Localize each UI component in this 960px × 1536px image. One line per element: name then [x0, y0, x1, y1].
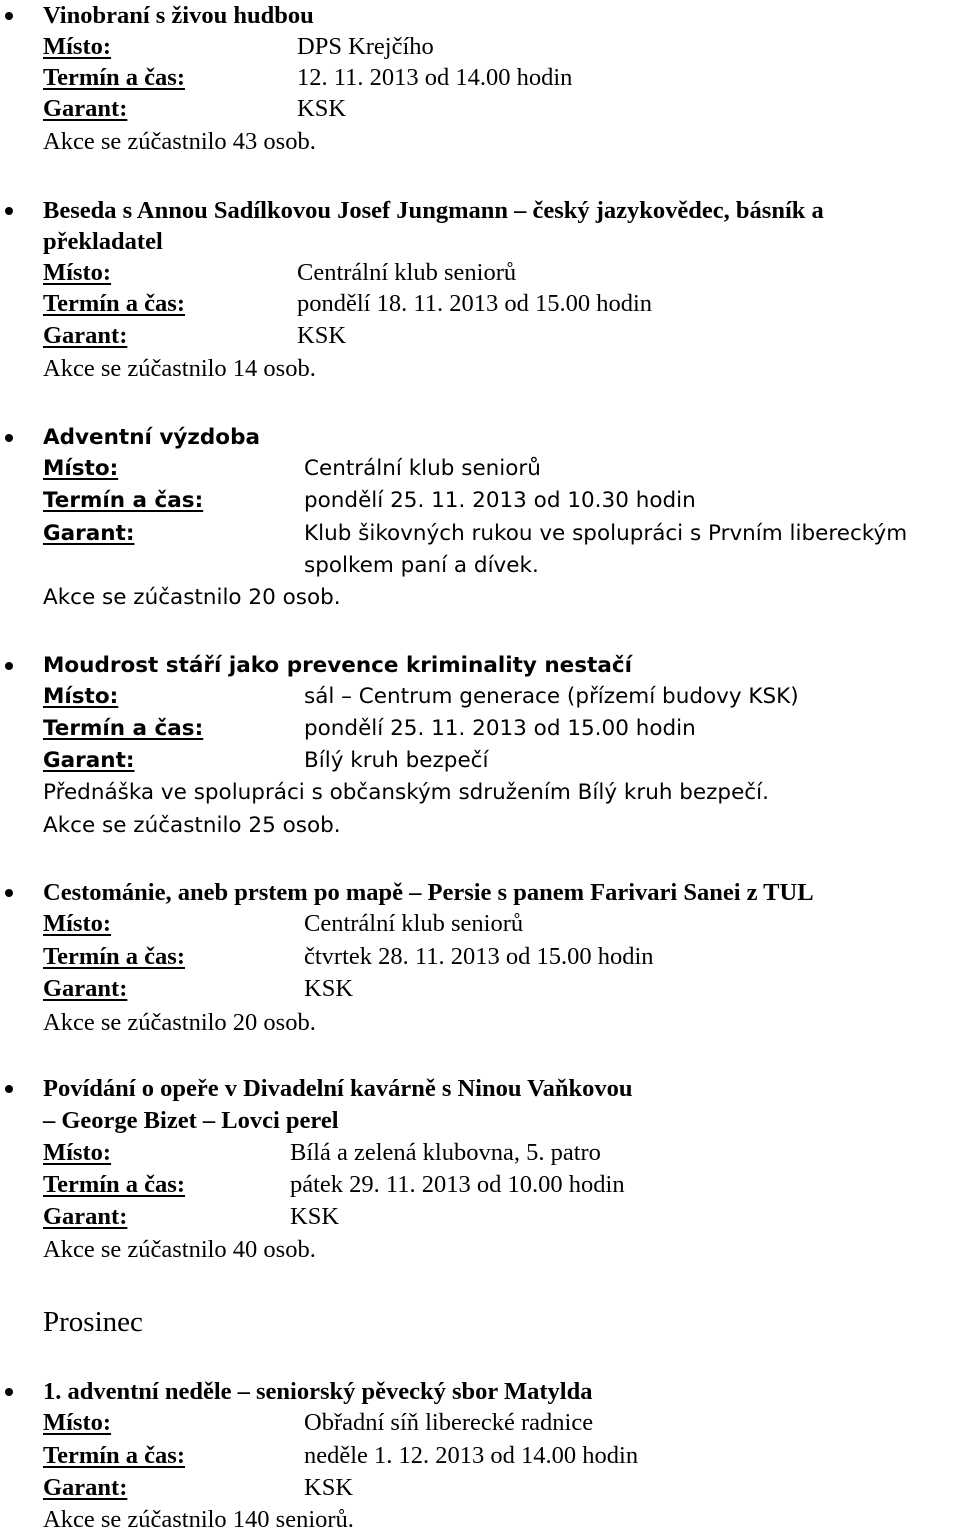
place-value: Centrální klub seniorů — [304, 456, 541, 481]
place-value: DPS Krejčího — [297, 33, 434, 60]
bullet-icon — [5, 889, 13, 897]
attendance-text: Akce se zúčastnilo 40 osob. — [43, 1236, 316, 1263]
place-label: Místo: — [43, 910, 112, 937]
event-title: Cestománie, aneb prstem po mapě – Persie s panem Farivari Sanei z TUL — [43, 879, 814, 906]
event-title: 1. adventní neděle – seniorský pěvecký sbor Matylda — [43, 1378, 593, 1405]
guarantor-label: Garant: — [43, 975, 128, 1002]
bullet-icon — [5, 1085, 13, 1093]
guarantor-label: Garant: — [43, 1203, 128, 1230]
place-label: Místo: — [43, 684, 119, 709]
attendance-text: Akce se zúčastnilo 43 osob. — [43, 128, 316, 155]
place-value: Centrální klub seniorů — [297, 259, 517, 286]
place-value: sál – Centrum generace (přízemí budovy KSK) — [304, 684, 799, 709]
event-title-continued: překladatel — [43, 228, 163, 255]
time-value: pondělí 25. 11. 2013 od 15.00 hodin — [304, 716, 696, 741]
event-title: Povídání o opeře v Divadelní kavárně s Ninou Vaňkovou — [43, 1075, 633, 1102]
guarantor-label: Garant: — [43, 521, 135, 546]
guarantor-value: KSK — [304, 1474, 354, 1501]
place-label: Místo: — [43, 1409, 112, 1436]
guarantor-label: Garant: — [43, 748, 135, 773]
guarantor-value: KSK — [304, 975, 354, 1002]
event-note: Přednáška ve spolupráci s občanským sdružením Bílý kruh bezpečí. — [43, 780, 769, 805]
time-value: pondělí 18. 11. 2013 od 15.00 hodin — [297, 290, 653, 317]
event-title: Adventní výzdoba — [43, 425, 260, 450]
time-value: 12. 11. 2013 od 14.00 hodin — [297, 64, 573, 91]
time-label: Termín a čas: — [43, 716, 204, 741]
place-label: Místo: — [43, 259, 112, 286]
attendance-text: Akce se zúčastnilo 140 seniorů. — [43, 1506, 354, 1533]
place-label: Místo: — [43, 456, 119, 481]
guarantor-value: KSK — [297, 95, 347, 122]
event-title: Vinobraní s živou hudbou — [43, 2, 314, 29]
guarantor-label: Garant: — [43, 322, 128, 349]
attendance-text: Akce se zúčastnilo 20 osob. — [43, 585, 341, 610]
month-heading: Prosinec — [43, 1306, 143, 1338]
guarantor-value-continued: spolkem paní a dívek. — [304, 553, 539, 578]
time-label: Termín a čas: — [43, 64, 185, 91]
guarantor-value: KSK — [290, 1203, 340, 1230]
attendance-text: Akce se zúčastnilo 20 osob. — [43, 1009, 316, 1036]
bullet-icon — [5, 662, 13, 670]
time-label: Termín a čas: — [43, 1442, 185, 1469]
bullet-icon — [5, 12, 13, 20]
attendance-text: Akce se zúčastnilo 25 osob. — [43, 813, 341, 838]
time-label: Termín a čas: — [43, 943, 185, 970]
time-value: neděle 1. 12. 2013 od 14.00 hodin — [304, 1442, 639, 1469]
event-title-continued: – George Bizet – Lovci perel — [43, 1107, 339, 1134]
bullet-icon — [5, 1388, 13, 1396]
place-value: Bílá a zelená klubovna, 5. patro — [290, 1139, 601, 1166]
event-title: Moudrost stáří jako prevence kriminality nestačí — [43, 653, 632, 678]
guarantor-value: Klub šikovných rukou ve spolupráci s Prvním libereckým — [304, 521, 908, 546]
place-label: Místo: — [43, 33, 112, 60]
time-value: pátek 29. 11. 2013 od 10.00 hodin — [290, 1171, 625, 1198]
place-label: Místo: — [43, 1139, 112, 1166]
guarantor-label: Garant: — [43, 95, 128, 122]
bullet-icon — [5, 207, 13, 215]
time-label: Termín a čas: — [43, 290, 185, 317]
guarantor-value: KSK — [297, 322, 347, 349]
bullet-icon — [5, 434, 13, 442]
guarantor-value: Bílý kruh bezpečí — [304, 748, 489, 773]
event-title: Beseda s Annou Sadílkovou Josef Jungmann – český jazykovědec, básník a — [43, 197, 824, 224]
place-value: Obřadní síň liberecké radnice — [304, 1409, 594, 1436]
time-label: Termín a čas: — [43, 488, 204, 513]
time-value: pondělí 25. 11. 2013 od 10.30 hodin — [304, 488, 696, 513]
time-value: čtvrtek 28. 11. 2013 od 15.00 hodin — [304, 943, 654, 970]
guarantor-label: Garant: — [43, 1474, 128, 1501]
attendance-text: Akce se zúčastnilo 14 osob. — [43, 355, 316, 382]
time-label: Termín a čas: — [43, 1171, 185, 1198]
place-value: Centrální klub seniorů — [304, 910, 524, 937]
